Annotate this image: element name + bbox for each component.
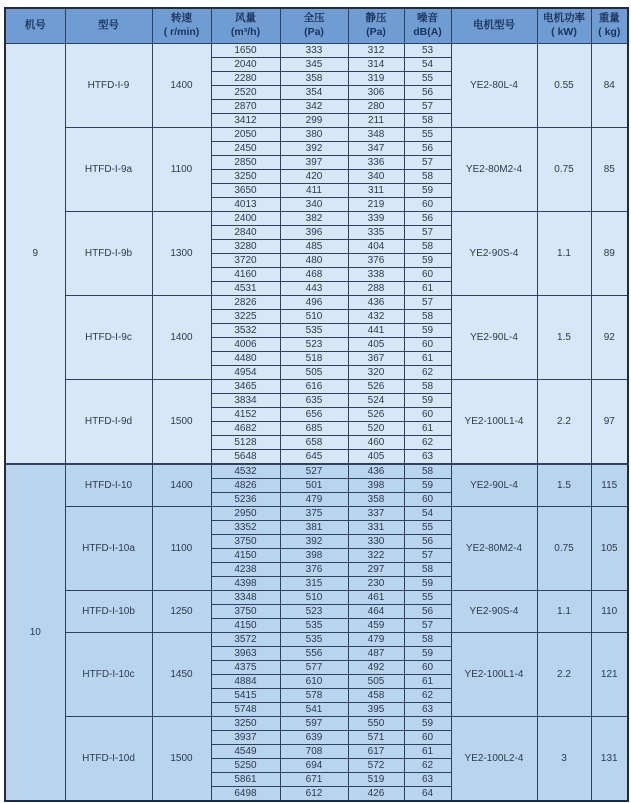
total-pressure-cell: 420	[280, 170, 348, 184]
static-pressure-cell: 572	[348, 759, 404, 773]
static-pressure-cell: 347	[348, 142, 404, 156]
header-row	[5, 8, 628, 44]
airflow-cell: 4532	[211, 464, 280, 479]
weight-cell: 115	[591, 464, 628, 507]
noise-cell: 56	[404, 212, 451, 226]
noise-cell: 56	[404, 142, 451, 156]
static-pressure-cell: 436	[348, 464, 404, 479]
motor-power-cell: 1.1	[537, 591, 591, 633]
airflow-cell: 4238	[211, 563, 280, 577]
noise-cell: 58	[404, 633, 451, 647]
total-pressure-cell: 694	[280, 759, 348, 773]
static-pressure-cell: 340	[348, 170, 404, 184]
static-pressure-cell: 358	[348, 493, 404, 507]
static-pressure-cell: 524	[348, 394, 404, 408]
noise-cell: 56	[404, 605, 451, 619]
static-pressure-cell: 492	[348, 661, 404, 675]
weight-cell: 85	[591, 128, 628, 212]
total-pressure-cell: 396	[280, 226, 348, 240]
total-pressure-cell: 345	[280, 58, 348, 72]
noise-cell: 64	[404, 787, 451, 802]
col-header-airflow: 风量 (m³/h)	[211, 8, 280, 44]
noise-cell: 58	[404, 310, 451, 324]
noise-cell: 59	[404, 184, 451, 198]
noise-cell: 59	[404, 577, 451, 591]
airflow-cell: 2400	[211, 212, 280, 226]
col-header-machine-size: 机号	[5, 8, 65, 44]
model-cell: HTFD-I-9d	[65, 380, 152, 465]
noise-cell: 55	[404, 591, 451, 605]
static-pressure-cell: 367	[348, 352, 404, 366]
total-pressure-cell: 610	[280, 675, 348, 689]
total-pressure-cell: 577	[280, 661, 348, 675]
model-cell: HTFD-I-9c	[65, 296, 152, 380]
total-pressure-cell: 510	[280, 310, 348, 324]
airflow-cell: 2950	[211, 507, 280, 521]
noise-cell: 55	[404, 72, 451, 86]
static-pressure-cell: 330	[348, 535, 404, 549]
table-header	[5, 8, 628, 44]
noise-cell: 55	[404, 521, 451, 535]
total-pressure-cell: 505	[280, 366, 348, 380]
noise-cell: 61	[404, 675, 451, 689]
noise-cell: 59	[404, 717, 451, 731]
noise-cell: 60	[404, 338, 451, 352]
noise-cell: 58	[404, 380, 451, 394]
total-pressure-cell: 639	[280, 731, 348, 745]
col-header-static-pressure: 静压 (Pa)	[348, 8, 404, 44]
total-pressure-cell: 485	[280, 240, 348, 254]
total-pressure-cell: 578	[280, 689, 348, 703]
table-body	[5, 44, 628, 802]
motor-power-cell: 0.55	[537, 44, 591, 128]
total-pressure-cell: 382	[280, 212, 348, 226]
weight-cell: 89	[591, 212, 628, 296]
col-header-noise: 噪音 dB(A)	[404, 8, 451, 44]
noise-cell: 60	[404, 661, 451, 675]
airflow-cell: 3280	[211, 240, 280, 254]
static-pressure-cell: 405	[348, 450, 404, 465]
airflow-cell: 3348	[211, 591, 280, 605]
airflow-cell: 3750	[211, 535, 280, 549]
table-row	[5, 212, 628, 226]
noise-cell: 58	[404, 464, 451, 479]
total-pressure-cell: 535	[280, 324, 348, 338]
static-pressure-cell: 526	[348, 408, 404, 422]
static-pressure-cell: 487	[348, 647, 404, 661]
static-pressure-cell: 280	[348, 100, 404, 114]
airflow-cell: 5128	[211, 436, 280, 450]
airflow-cell: 3465	[211, 380, 280, 394]
weight-cell: 84	[591, 44, 628, 128]
motor-power-cell: 2.2	[537, 380, 591, 465]
speed-cell: 1500	[152, 380, 211, 465]
weight-cell: 92	[591, 296, 628, 380]
model-cell: HTFD-I-10d	[65, 717, 152, 802]
airflow-cell: 4682	[211, 422, 280, 436]
airflow-cell: 4013	[211, 198, 280, 212]
total-pressure-cell: 380	[280, 128, 348, 142]
weight-cell: 105	[591, 507, 628, 591]
airflow-cell: 4006	[211, 338, 280, 352]
static-pressure-cell: 404	[348, 240, 404, 254]
static-pressure-cell: 297	[348, 563, 404, 577]
total-pressure-cell: 479	[280, 493, 348, 507]
airflow-cell: 3572	[211, 633, 280, 647]
total-pressure-cell: 597	[280, 717, 348, 731]
static-pressure-cell: 571	[348, 731, 404, 745]
motor-model-cell: YE2-80M2-4	[451, 507, 537, 591]
static-pressure-cell: 441	[348, 324, 404, 338]
static-pressure-cell: 312	[348, 44, 404, 58]
table-row	[5, 44, 628, 58]
machine-size-cell: 10	[5, 464, 65, 801]
total-pressure-cell: 375	[280, 507, 348, 521]
airflow-cell: 2280	[211, 72, 280, 86]
total-pressure-cell: 340	[280, 198, 348, 212]
static-pressure-cell: 314	[348, 58, 404, 72]
airflow-cell: 4150	[211, 619, 280, 633]
total-pressure-cell: 398	[280, 549, 348, 563]
noise-cell: 58	[404, 114, 451, 128]
total-pressure-cell: 671	[280, 773, 348, 787]
total-pressure-cell: 342	[280, 100, 348, 114]
total-pressure-cell: 392	[280, 535, 348, 549]
airflow-cell: 2826	[211, 296, 280, 310]
static-pressure-cell: 311	[348, 184, 404, 198]
speed-cell: 1400	[152, 464, 211, 507]
total-pressure-cell: 358	[280, 72, 348, 86]
noise-cell: 57	[404, 100, 451, 114]
airflow-cell: 5748	[211, 703, 280, 717]
model-cell: HTFD-I-9b	[65, 212, 152, 296]
static-pressure-cell: 320	[348, 366, 404, 380]
total-pressure-cell: 333	[280, 44, 348, 58]
motor-power-cell: 1.1	[537, 212, 591, 296]
noise-cell: 61	[404, 282, 451, 296]
total-pressure-cell: 443	[280, 282, 348, 296]
noise-cell: 60	[404, 268, 451, 282]
airflow-cell: 3937	[211, 731, 280, 745]
airflow-cell: 4549	[211, 745, 280, 759]
airflow-cell: 2050	[211, 128, 280, 142]
motor-power-cell: 1.5	[537, 464, 591, 507]
model-cell: HTFD-I-10a	[65, 507, 152, 591]
col-header-model: 型号	[65, 8, 152, 44]
total-pressure-cell: 411	[280, 184, 348, 198]
airflow-cell: 4954	[211, 366, 280, 380]
airflow-cell: 2870	[211, 100, 280, 114]
static-pressure-cell: 461	[348, 591, 404, 605]
model-cell: HTFD-I-9	[65, 44, 152, 128]
motor-model-cell: YE2-100L1-4	[451, 380, 537, 465]
total-pressure-cell: 381	[280, 521, 348, 535]
total-pressure-cell: 299	[280, 114, 348, 128]
total-pressure-cell: 612	[280, 787, 348, 802]
static-pressure-cell: 322	[348, 549, 404, 563]
static-pressure-cell: 398	[348, 479, 404, 493]
speed-cell: 1500	[152, 717, 211, 802]
noise-cell: 62	[404, 689, 451, 703]
col-header-total-pressure: 全压 (Pa)	[280, 8, 348, 44]
model-cell: HTFD-I-10	[65, 464, 152, 507]
total-pressure-cell: 645	[280, 450, 348, 465]
static-pressure-cell: 436	[348, 296, 404, 310]
total-pressure-cell: 523	[280, 338, 348, 352]
total-pressure-cell: 616	[280, 380, 348, 394]
airflow-cell: 3750	[211, 605, 280, 619]
airflow-cell: 4160	[211, 268, 280, 282]
airflow-cell: 2520	[211, 86, 280, 100]
noise-cell: 54	[404, 58, 451, 72]
static-pressure-cell: 230	[348, 577, 404, 591]
noise-cell: 59	[404, 479, 451, 493]
airflow-cell: 6498	[211, 787, 280, 802]
static-pressure-cell: 336	[348, 156, 404, 170]
noise-cell: 63	[404, 773, 451, 787]
motor-model-cell: YE2-90S-4	[451, 591, 537, 633]
static-pressure-cell: 335	[348, 226, 404, 240]
total-pressure-cell: 656	[280, 408, 348, 422]
noise-cell: 53	[404, 44, 451, 58]
col-header-motor-power: 电机功率 ( kW)	[537, 8, 591, 44]
noise-cell: 60	[404, 731, 451, 745]
static-pressure-cell: 337	[348, 507, 404, 521]
airflow-cell: 4150	[211, 549, 280, 563]
noise-cell: 60	[404, 493, 451, 507]
noise-cell: 62	[404, 759, 451, 773]
airflow-cell: 4480	[211, 352, 280, 366]
noise-cell: 58	[404, 170, 451, 184]
motor-model-cell: YE2-100L2-4	[451, 717, 537, 802]
weight-cell: 97	[591, 380, 628, 465]
speed-cell: 1300	[152, 212, 211, 296]
noise-cell: 55	[404, 128, 451, 142]
col-header-weight: 重量 ( kg)	[591, 8, 628, 44]
total-pressure-cell: 397	[280, 156, 348, 170]
total-pressure-cell: 556	[280, 647, 348, 661]
noise-cell: 54	[404, 507, 451, 521]
airflow-cell: 5415	[211, 689, 280, 703]
airflow-cell: 3352	[211, 521, 280, 535]
table-row	[5, 296, 628, 310]
airflow-cell: 3532	[211, 324, 280, 338]
table-row	[5, 128, 628, 142]
airflow-cell: 3412	[211, 114, 280, 128]
noise-cell: 58	[404, 240, 451, 254]
noise-cell: 61	[404, 745, 451, 759]
noise-cell: 59	[404, 324, 451, 338]
model-cell: HTFD-I-9a	[65, 128, 152, 212]
motor-power-cell: 0.75	[537, 507, 591, 591]
static-pressure-cell: 331	[348, 521, 404, 535]
noise-cell: 58	[404, 563, 451, 577]
airflow-cell: 4398	[211, 577, 280, 591]
noise-cell: 60	[404, 198, 451, 212]
col-header-motor-model: 电机型号	[451, 8, 537, 44]
total-pressure-cell: 480	[280, 254, 348, 268]
airflow-cell: 3650	[211, 184, 280, 198]
noise-cell: 62	[404, 436, 451, 450]
static-pressure-cell: 459	[348, 619, 404, 633]
airflow-cell: 4531	[211, 282, 280, 296]
table-row	[5, 507, 628, 521]
static-pressure-cell: 338	[348, 268, 404, 282]
table-row	[5, 591, 628, 605]
speed-cell: 1250	[152, 591, 211, 633]
static-pressure-cell: 405	[348, 338, 404, 352]
static-pressure-cell: 479	[348, 633, 404, 647]
motor-power-cell: 3	[537, 717, 591, 802]
total-pressure-cell: 527	[280, 464, 348, 479]
total-pressure-cell: 518	[280, 352, 348, 366]
airflow-cell: 3720	[211, 254, 280, 268]
static-pressure-cell: 526	[348, 380, 404, 394]
noise-cell: 61	[404, 422, 451, 436]
noise-cell: 57	[404, 156, 451, 170]
airflow-cell: 2840	[211, 226, 280, 240]
table-row	[5, 464, 628, 479]
airflow-cell: 4884	[211, 675, 280, 689]
static-pressure-cell: 550	[348, 717, 404, 731]
airflow-cell: 2450	[211, 142, 280, 156]
speed-cell: 1100	[152, 128, 211, 212]
airflow-cell: 2040	[211, 58, 280, 72]
airflow-cell: 3250	[211, 170, 280, 184]
static-pressure-cell: 505	[348, 675, 404, 689]
static-pressure-cell: 460	[348, 436, 404, 450]
static-pressure-cell: 319	[348, 72, 404, 86]
airflow-cell: 3250	[211, 717, 280, 731]
noise-cell: 59	[404, 647, 451, 661]
noise-cell: 57	[404, 226, 451, 240]
speed-cell: 1400	[152, 296, 211, 380]
airflow-cell: 3963	[211, 647, 280, 661]
noise-cell: 62	[404, 366, 451, 380]
noise-cell: 63	[404, 450, 451, 465]
airflow-cell: 4375	[211, 661, 280, 675]
total-pressure-cell: 510	[280, 591, 348, 605]
noise-cell: 59	[404, 254, 451, 268]
static-pressure-cell: 519	[348, 773, 404, 787]
table-row	[5, 380, 628, 394]
static-pressure-cell: 426	[348, 787, 404, 802]
static-pressure-cell: 617	[348, 745, 404, 759]
speed-cell: 1400	[152, 44, 211, 128]
static-pressure-cell: 520	[348, 422, 404, 436]
static-pressure-cell: 219	[348, 198, 404, 212]
speed-cell: 1450	[152, 633, 211, 717]
noise-cell: 59	[404, 394, 451, 408]
weight-cell: 131	[591, 717, 628, 802]
total-pressure-cell: 541	[280, 703, 348, 717]
noise-cell: 57	[404, 296, 451, 310]
weight-cell: 121	[591, 633, 628, 717]
noise-cell: 56	[404, 535, 451, 549]
fan-spec-table	[4, 7, 629, 802]
table-row	[5, 717, 628, 731]
motor-power-cell: 1.5	[537, 296, 591, 380]
static-pressure-cell: 339	[348, 212, 404, 226]
airflow-cell: 3834	[211, 394, 280, 408]
motor-model-cell: YE2-90S-4	[451, 212, 537, 296]
motor-model-cell: YE2-100L1-4	[451, 633, 537, 717]
total-pressure-cell: 708	[280, 745, 348, 759]
static-pressure-cell: 458	[348, 689, 404, 703]
motor-model-cell: YE2-90L-4	[451, 296, 537, 380]
motor-power-cell: 2.2	[537, 633, 591, 717]
total-pressure-cell: 315	[280, 577, 348, 591]
total-pressure-cell: 468	[280, 268, 348, 282]
motor-power-cell: 0.75	[537, 128, 591, 212]
airflow-cell: 5648	[211, 450, 280, 465]
col-header-speed: 转速 ( r/min)	[152, 8, 211, 44]
static-pressure-cell: 432	[348, 310, 404, 324]
noise-cell: 61	[404, 352, 451, 366]
static-pressure-cell: 464	[348, 605, 404, 619]
total-pressure-cell: 496	[280, 296, 348, 310]
airflow-cell: 5861	[211, 773, 280, 787]
model-cell: HTFD-I-10c	[65, 633, 152, 717]
motor-model-cell: YE2-80M2-4	[451, 128, 537, 212]
model-cell: HTFD-I-10b	[65, 591, 152, 633]
airflow-cell: 1650	[211, 44, 280, 58]
total-pressure-cell: 392	[280, 142, 348, 156]
table-row	[5, 633, 628, 647]
total-pressure-cell: 523	[280, 605, 348, 619]
static-pressure-cell: 288	[348, 282, 404, 296]
airflow-cell: 5250	[211, 759, 280, 773]
total-pressure-cell: 354	[280, 86, 348, 100]
airflow-cell: 4152	[211, 408, 280, 422]
total-pressure-cell: 658	[280, 436, 348, 450]
total-pressure-cell: 685	[280, 422, 348, 436]
airflow-cell: 4826	[211, 479, 280, 493]
static-pressure-cell: 376	[348, 254, 404, 268]
static-pressure-cell: 348	[348, 128, 404, 142]
airflow-cell: 2850	[211, 156, 280, 170]
noise-cell: 56	[404, 86, 451, 100]
machine-size-cell: 9	[5, 44, 65, 465]
noise-cell: 57	[404, 549, 451, 563]
motor-model-cell: YE2-80L-4	[451, 44, 537, 128]
total-pressure-cell: 376	[280, 563, 348, 577]
static-pressure-cell: 211	[348, 114, 404, 128]
noise-cell: 57	[404, 619, 451, 633]
total-pressure-cell: 535	[280, 619, 348, 633]
speed-cell: 1100	[152, 507, 211, 591]
total-pressure-cell: 635	[280, 394, 348, 408]
total-pressure-cell: 535	[280, 633, 348, 647]
static-pressure-cell: 395	[348, 703, 404, 717]
airflow-cell: 3225	[211, 310, 280, 324]
noise-cell: 60	[404, 408, 451, 422]
noise-cell: 63	[404, 703, 451, 717]
weight-cell: 110	[591, 591, 628, 633]
motor-model-cell: YE2-90L-4	[451, 464, 537, 507]
static-pressure-cell: 306	[348, 86, 404, 100]
airflow-cell: 5236	[211, 493, 280, 507]
total-pressure-cell: 501	[280, 479, 348, 493]
